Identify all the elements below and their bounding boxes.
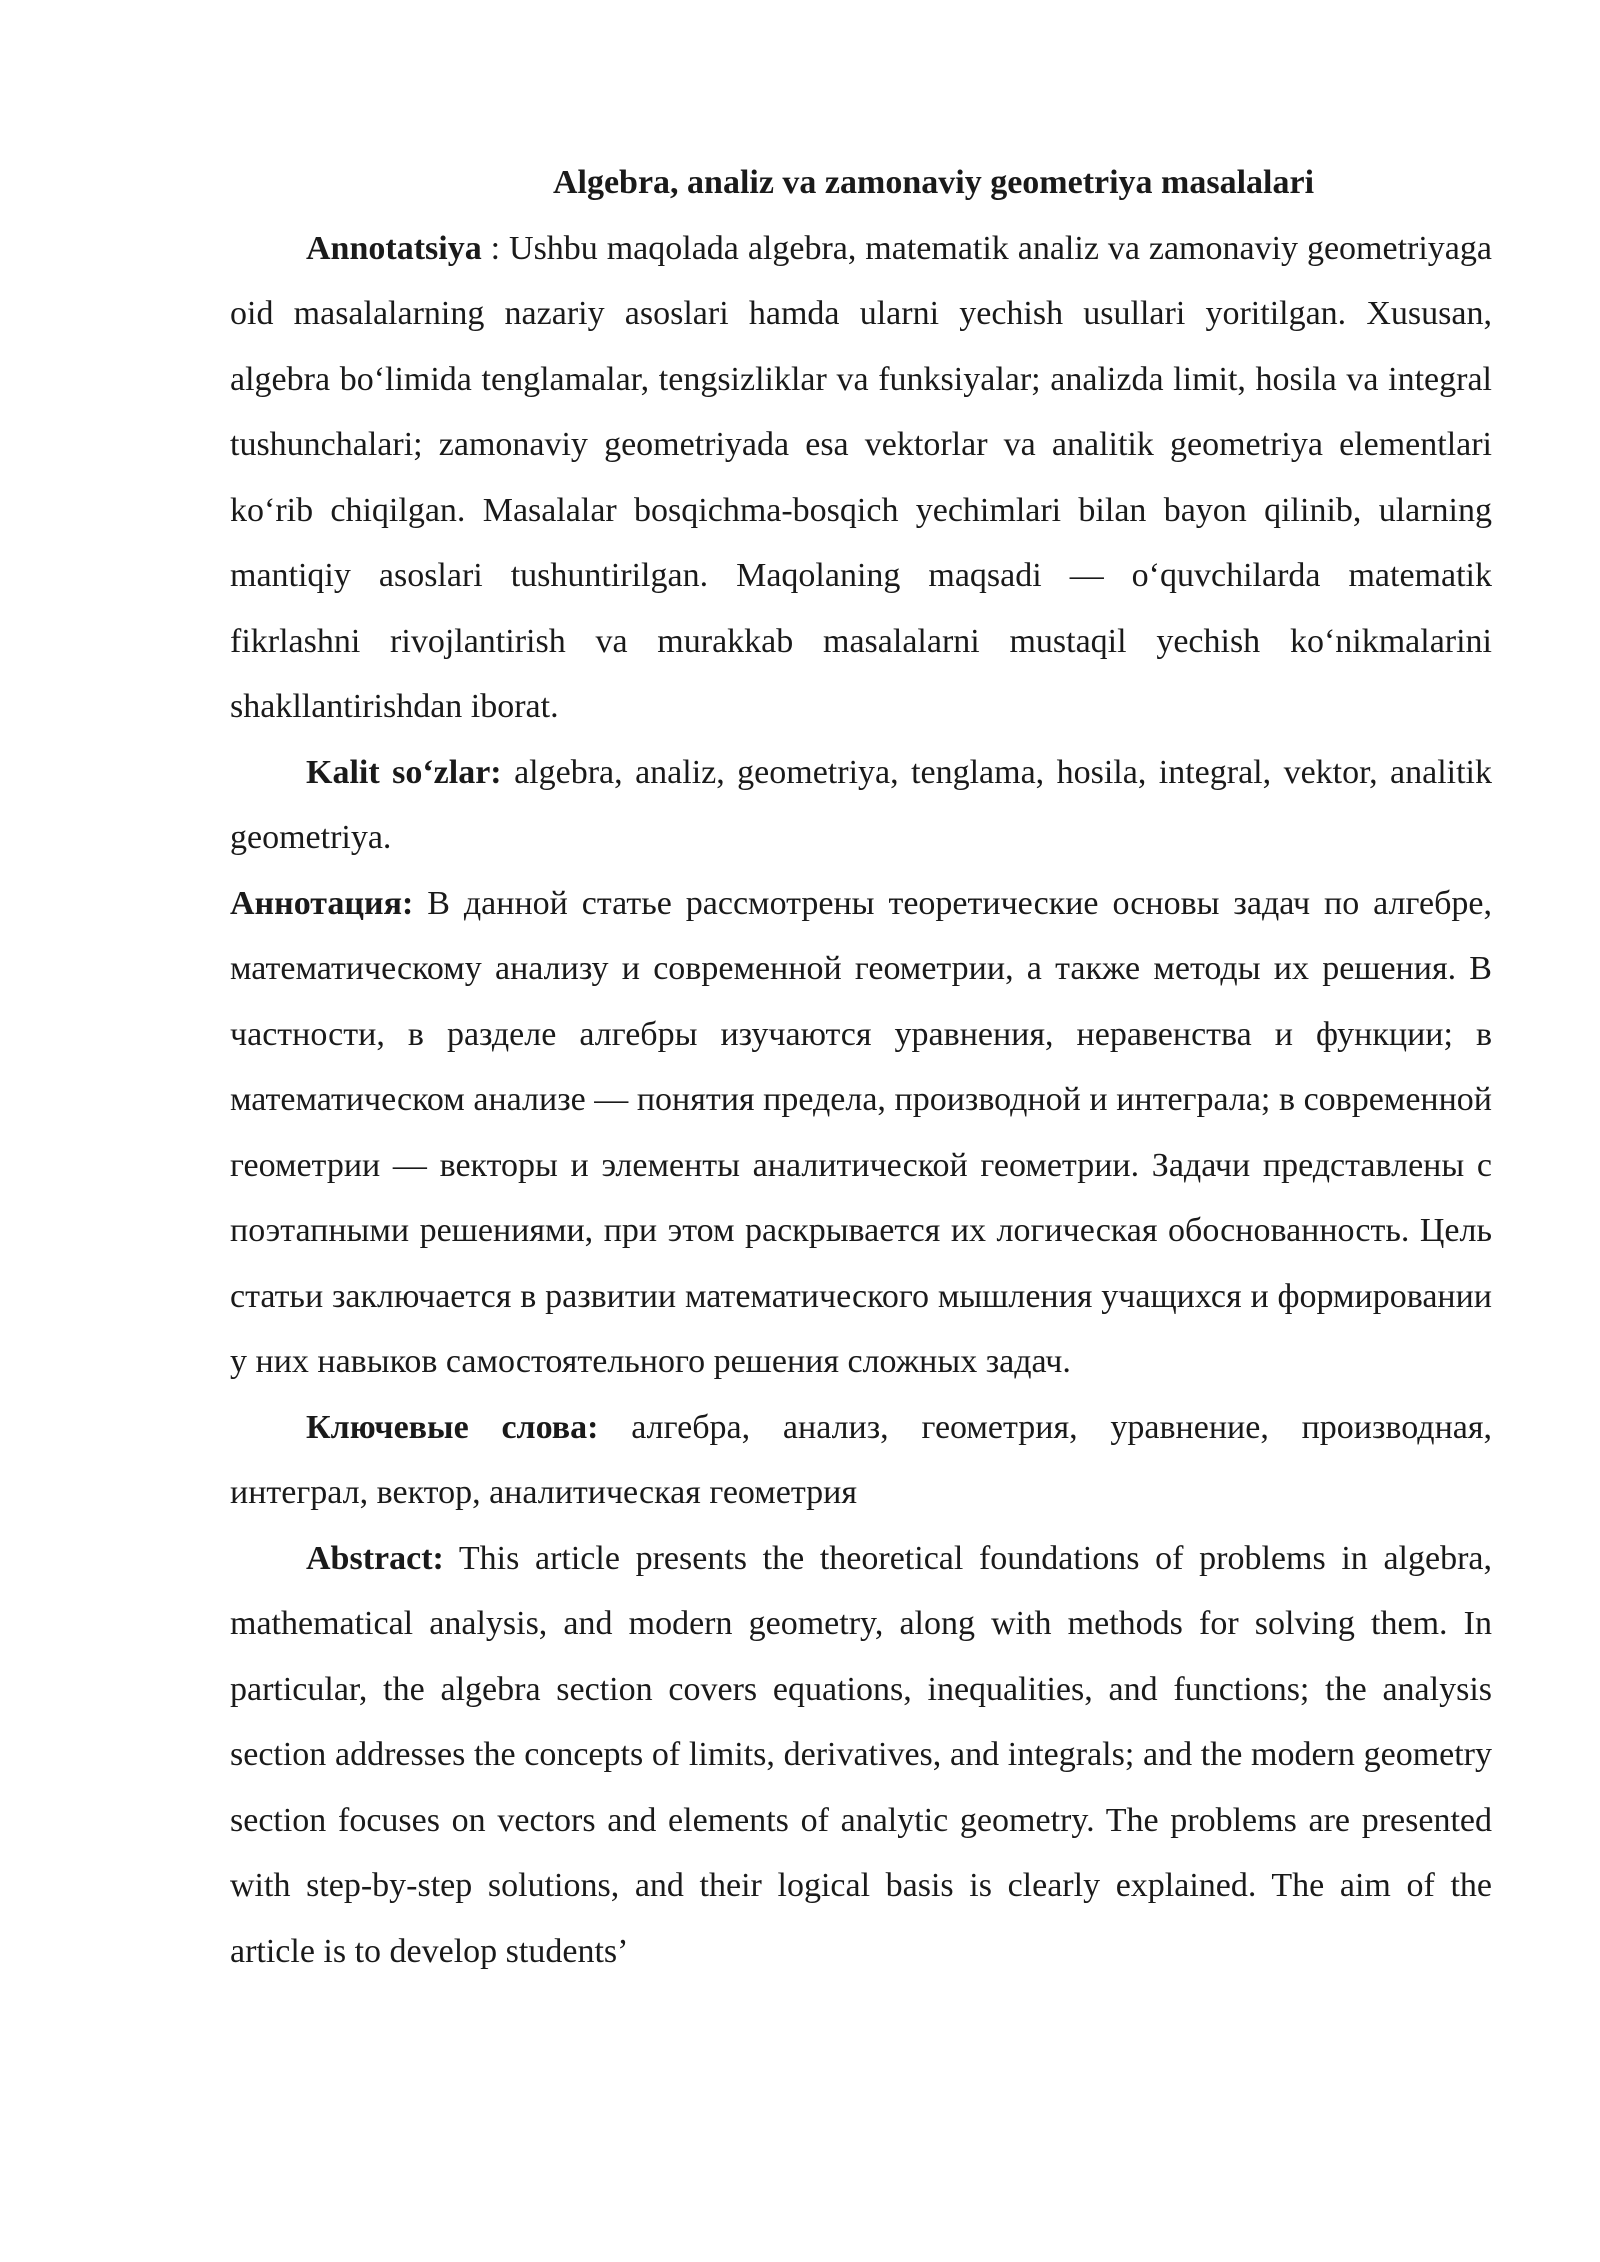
- ru-annotation-label: Аннотация:: [230, 884, 414, 922]
- ru-annotation-paragraph: [230, 871, 1492, 1395]
- uz-annotation-label: Annotatsiya: [306, 229, 482, 267]
- ru-keywords-paragraph: [230, 1395, 1492, 1526]
- uz-annotation-paragraph: [230, 216, 1492, 740]
- en-abstract-text: This article presents the theoretical foundations of problems in algebra, mathematical analysis, and modern geometry, along with methods for solving them. In particular, the algebra section covers equations, inequalities, and functions; the analysis section addresses the concepts of limits, derivatives, and integrals; and the modern geometry section focuses on vectors and elements of analytic geometry. The problems are presented with step-by-step solutions, and their logical basis is clearly explained. The aim of the article is to develop students’: [230, 1539, 1492, 1970]
- document-body: [230, 150, 1492, 1984]
- uz-keywords-label: Kalit so‘zlar:: [306, 753, 502, 791]
- ru-keywords-label: Ключевые слова:: [306, 1408, 599, 1446]
- ru-annotation-text: В данной статье рассмотрены теоретические основы задач по алгебре, математическому анализу и современной геометрии, а также методы их решения. В частности, в разделе алгебры изучаются уравнения, неравенства и функции; в математическом анализе — понятия предела, производной и интеграла; в современной геометрии — векторы и элементы аналитической геометрии. Задачи представлены с поэтапными решениями, при этом раскрывается их логическая обоснованность. Цель статьи заключается в развитии математического мышления учащихся и формировании у них навыков самостоятельного решения сложных задач.: [230, 884, 1492, 1380]
- en-abstract-paragraph: [230, 1526, 1492, 1985]
- uz-annotation-separator: :: [481, 229, 510, 267]
- uz-keywords-text: algebra, analiz, geometriya, tenglama, hosila, integral, vektor, analitik geometriya.: [230, 753, 1492, 856]
- ru-keywords-text: алгебра, анализ, геометрия, уравнение, производная, интеграл, вектор, аналитическая геометрия: [230, 1408, 1492, 1511]
- uz-keywords-paragraph: [230, 740, 1492, 871]
- en-abstract-label: Abstract:: [306, 1539, 444, 1577]
- uz-annotation-text: Ushbu maqolada algebra, matematik analiz va zamonaviy geometriyaga oid masalalarning nazariy asoslari hamda ularni yechish usullari yoritilgan. Xususan, algebra bo‘limida tenglamalar, tengsizliklar va funksiyalar; analizda limit, hosila va integral tushunchalari; zamonaviy geometriyada esa vektorlar va analitik geometriya elementlari ko‘rib chiqilgan. Masalalar bosqichma-bosqich yechimlari bilan bayon qilinib, ularning mantiqiy asoslari tushuntirilgan. Maqolaning maqsadi — o‘quvchilarda matematik fikrlashni rivojlantirish va murakkab masalalarni mustaqil yechish ko‘nikmalarini shakllantirishdan iborat.: [230, 229, 1492, 725]
- article-title: Algebra, analiz va zamonaviy geometriya masalalari: [552, 164, 1315, 201]
